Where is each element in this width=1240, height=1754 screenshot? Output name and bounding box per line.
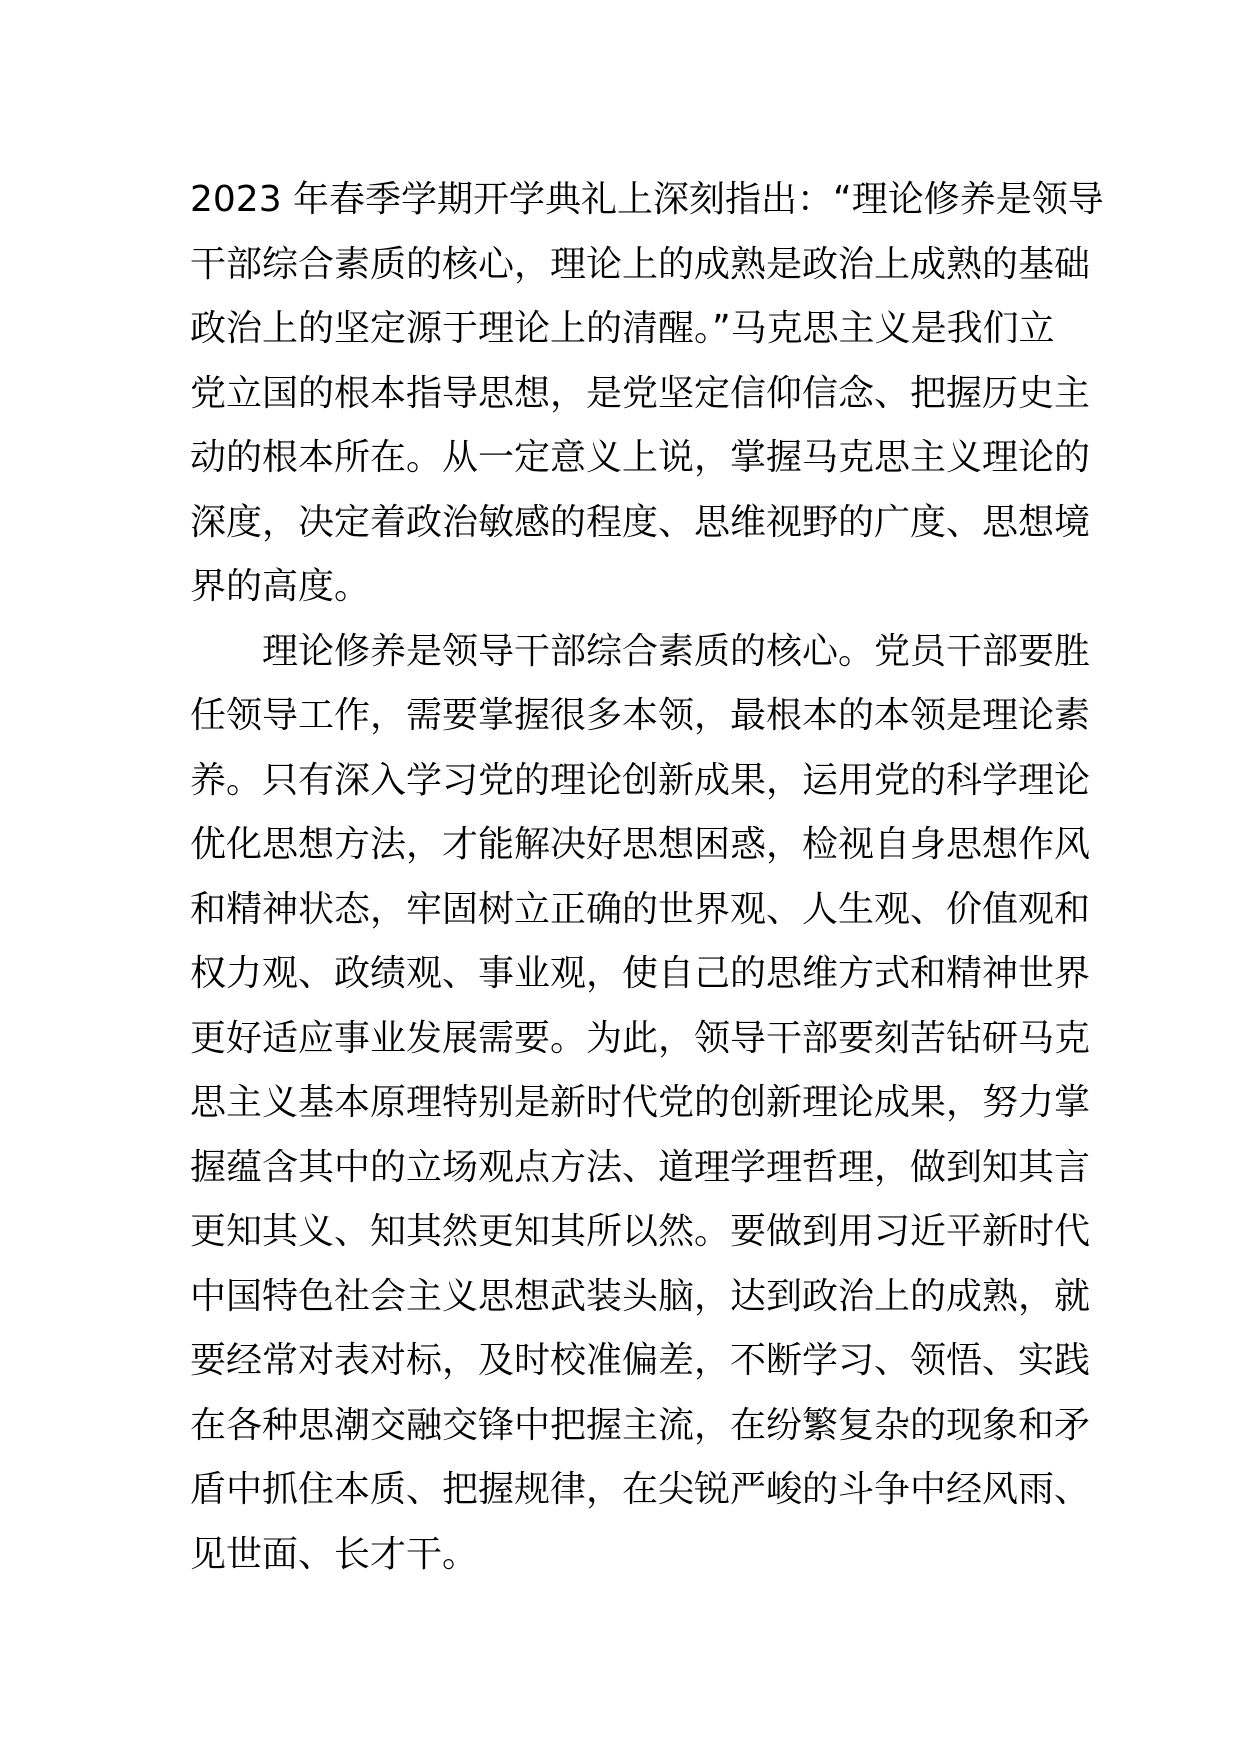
paragraph-1 [190,168,1104,620]
text-line: 盾中抓住本质、把握规律，在尖锐严峻的斗争中经风雨、 [190,1469,1091,1510]
paragraph-2 [190,620,1091,1588]
text-line: 思主义基本原理特别是新时代党的创新理论成果，努力掌 [190,1082,1091,1123]
text-line: 党立国的根本指导思想，是党坚定信仰信念、把握历史主 [190,372,1091,414]
text-line: 握蕴含其中的立场观点方法、道理学理哲理，做到知其言 [190,1146,1091,1188]
text-line: 优化思想方法，才能解决好思想困惑，检视自身思想作风 [190,824,1091,865]
text-line: 权力观、政绩观、事业观，使自己的思维方式和精神世界 [190,953,1091,994]
text-line: 动的根本所在。从一定意义上说，掌握马克思主义理论的 [190,437,1091,478]
text-line: 任领导工作，需要掌握很多本领，最根本的本领是理论素 [190,695,1091,736]
text-line-first: 理论修养是领导干部综合素质的核心。党员干部要胜 [262,630,1091,672]
text-line: 深度，决定着政治敏感的程度、思维视野的广度、思想境 [190,501,1091,543]
text-line: 在各种思潮交融交锋中把握主流，在纷繁复杂的现象和矛 [190,1404,1091,1446]
text-line: 干部综合素质的核心，理论上的成熟是政治上成熟的基础 [190,243,1091,285]
text-line: 政治上的坚定源于理论上的清醒。”马克思主义是我们立 [190,308,1055,349]
text-line: 和精神状态，牢固树立正确的世界观、人生观、价值观和 [190,888,1091,930]
text-line: 界的高度。 [190,566,371,607]
document-body [190,168,1104,1587]
text-line: 中国特色社会主义思想武装头脑，达到政治上的成熟，就 [190,1275,1091,1317]
text-line: 见世面、长才干。 [190,1533,479,1575]
text-line: 养。只有深入学习党的理论创新成果，运用党的科学理论 [190,759,1091,801]
text-line: 更好适应事业发展需要。为此，领导干部要刻苦钻研马克 [190,1017,1091,1059]
text-line: 更知其义、知其然更知其所以然。要做到用习近平新时代 [190,1211,1091,1252]
text-line: 要经常对表对标，及时校准偏差，不断学习、领悟、实践 [190,1340,1091,1381]
text-line: 2023 年春季学期开学典礼上深刻指出：“理论修养是领导 [190,179,1104,220]
